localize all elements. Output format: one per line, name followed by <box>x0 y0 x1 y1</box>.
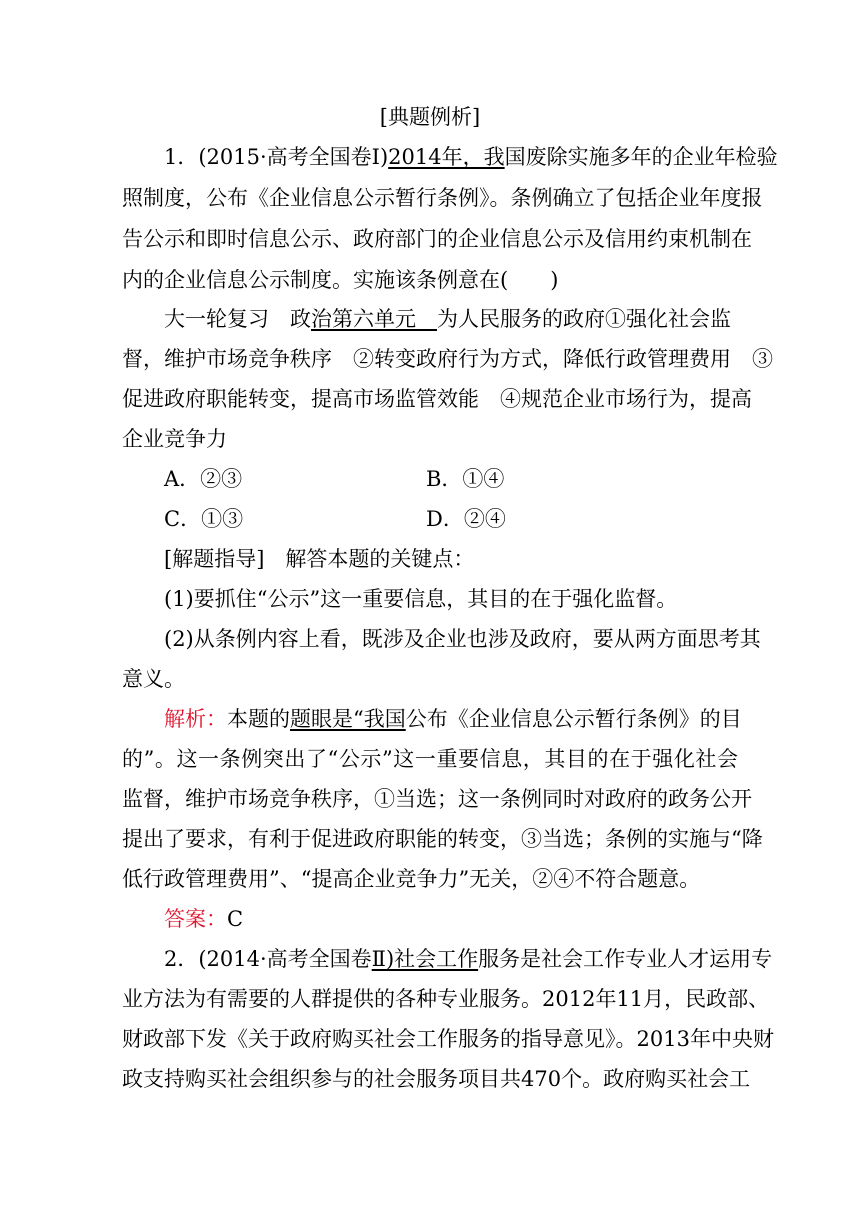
option-d: D．②④ <box>426 507 506 531</box>
q1-stem-underlined: 治第六单元 <box>311 307 437 331</box>
guide-point-2-line-2: 意义。 <box>122 667 185 691</box>
q1-line-2: 照制度，公布《企业信息公示暂行条例》。条例确立了包括企业年度报 <box>122 186 763 210</box>
analysis-label: 解析： <box>164 707 227 731</box>
section-heading: [典题例析] <box>379 105 481 129</box>
guide-line <box>164 546 474 572</box>
analysis-line-5: 低行政管理费用”、“提高企业竞争力”无关，②④不符合题意。 <box>122 867 701 891</box>
q1-line-4: 内的企业信息公示制度。实施该条例意在( ) <box>122 268 559 292</box>
q2-line-1: 2．(2014·高考全国卷Ⅱ)社会工作服务是社会工作专业人才运用专 <box>164 947 773 971</box>
q1-line-1: 1．(2015·高考全国卷Ⅰ)2014年，我国废除实施多年的企业年检验 <box>164 145 778 169</box>
guide-point-1: (1)要抓住“公示”这一重要信息，其目的在于强化监督。 <box>164 587 678 611</box>
option-b: B．①④ <box>426 467 505 491</box>
answer-label: 答案： <box>164 907 227 931</box>
guide-point-2-line-1: (2)从条例内容上看，既涉及企业也涉及政府，要从两方面思考其 <box>164 627 761 651</box>
analysis-line-4: 提出了要求，有利于促进政府职能的转变，③当选；条例的实施与“降 <box>122 827 763 851</box>
q2-underlined: Ⅱ)社会工作 <box>371 947 479 971</box>
analysis-line-2: 的”。这一条例突出了“公示”这一重要信息，其目的在于强化社会 <box>122 747 738 771</box>
option-a: A．②③ <box>164 467 243 491</box>
q1-underlined-text: 2014年，我 <box>388 145 505 169</box>
answer-line <box>164 906 243 932</box>
analysis-line-3: 监督，维护市场竞争秩序，①当选；这一条例同时对政府的政务公开 <box>122 787 752 811</box>
guide-label: [解题指导] <box>164 547 265 571</box>
q1-stem-line-4: 企业竞争力 <box>122 427 227 451</box>
q1-line-3: 告公示和即时信息公示、政府部门的企业信息公示及信用约束机制在 <box>122 227 752 251</box>
q2-line-4: 政支持购买社会组织参与的社会服务项目共470个。政府购买社会工 <box>122 1067 751 1091</box>
answer-value: C <box>227 907 244 931</box>
q1-stem-line-3: 促进政府职能转变，提高市场监管效能 ④规范企业市场行为，提高 <box>122 387 752 411</box>
analysis-underlined: 题眼是“我国 <box>290 707 406 731</box>
q1-stem-line-2: 督，维护市场竞争秩序 ②转变政府行为方式，降低行政管理费用 ③ <box>122 347 773 371</box>
q2-line-3: 财政部下发《关于政府购买社会工作服务的指导意见》。2013年中央财 <box>122 1027 774 1051</box>
q2-line-2: 业方法为有需要的人群提供的各种专业服务。2012年11月，民政部、 <box>122 987 770 1011</box>
option-c: C．①③ <box>164 507 244 531</box>
guide-intro: 解答本题的关键点： <box>264 547 475 571</box>
analysis-line-1: 解析：本题的题眼是“我国公布《企业信息公示暂行条例》的目 <box>164 707 742 731</box>
q1-stem-line-1: 大一轮复习 政治第六单元 为人民服务的政府①强化社会监 <box>164 307 731 331</box>
